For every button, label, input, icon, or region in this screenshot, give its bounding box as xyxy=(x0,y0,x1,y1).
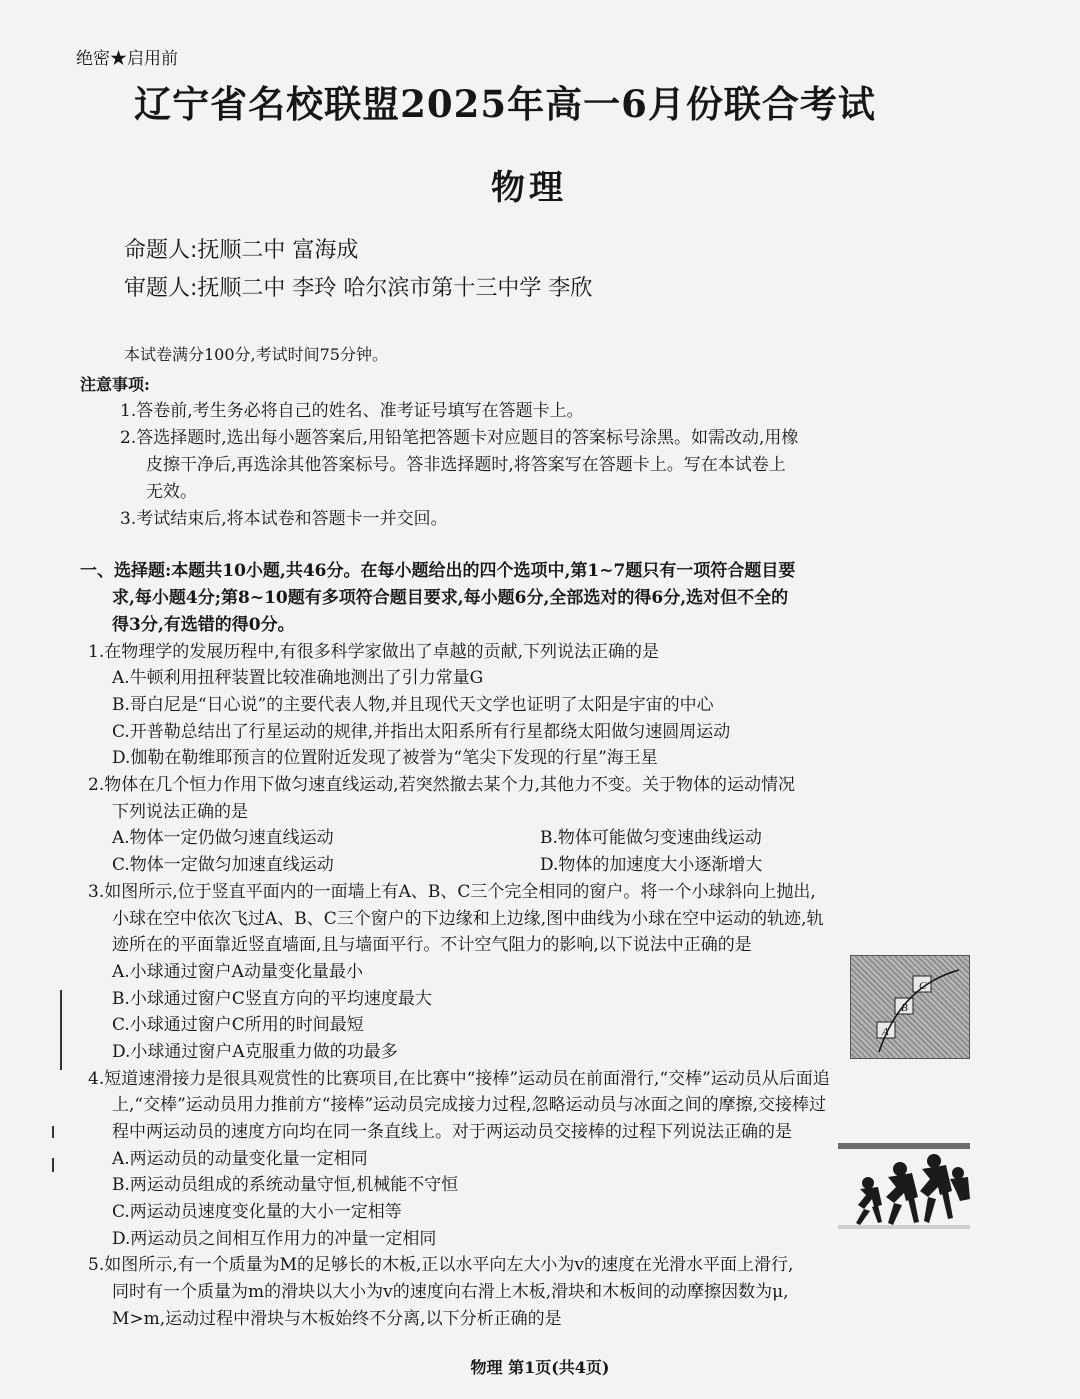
question-1-option-d: D.伽勒在勒维耶预言的位置附近发现了被誉为“笔尖下发现的行星”海王星 xyxy=(112,748,658,768)
margin-mark xyxy=(52,1126,54,1138)
question-4-stem-cont: 上,“交棒”运动员用力推前方“接棒”运动员完成接力过程,忽略运动员与冰面之间的摩擦,交接棒过 xyxy=(112,1095,826,1115)
question-4-option-c: C.两运动员速度变化量的大小一定相等 xyxy=(112,1202,402,1222)
score-time-info: 本试卷满分100分,考试时间75分钟。 xyxy=(124,345,388,364)
question-2-stem-cont: 下列说法正确的是 xyxy=(112,802,248,822)
author-line: 命题人:抚顺二中 富海成 xyxy=(124,238,359,263)
windows-trajectory-figure xyxy=(850,955,970,1059)
notice-item: 1.答卷前,考生务必将自己的姓名、准考证号填写在答题卡上。 xyxy=(120,401,584,421)
question-4-option-b: B.两运动员组成的系统动量守恒,机械能不守恒 xyxy=(112,1175,459,1195)
question-1-option-c: C.开普勒总结出了行星运动的规律,并指出太阳系所有行星都绕太阳做匀速圆周运动 xyxy=(112,722,731,742)
reviewer-line: 审题人:抚顺二中 李玲 哈尔滨市第十三中学 李欣 xyxy=(124,276,593,301)
section-heading: 一、选择题:本题共10小题,共46分。在每小题给出的四个选项中,第1~7题只有一项符合题目要 xyxy=(80,561,796,581)
section-heading-cont: 得3分,有选错的得0分。 xyxy=(112,615,295,635)
question-1-stem: 1.在物理学的发展历程中,有很多科学家做出了卓越的贡献,下列说法正确的是 xyxy=(88,642,660,662)
question-2-option-d: D.物体的加速度大小逐渐增大 xyxy=(540,855,763,875)
question-3-stem-cont: 小球在空中依次飞过A、B、C三个窗户的下边缘和上边缘,图中曲线为小球在空中运动的轨迹,轨 xyxy=(112,909,824,929)
subject-title: 物理 xyxy=(491,168,567,208)
notice-item: 无效。 xyxy=(146,482,197,502)
question-3-option-b: B.小球通过窗户C竖直方向的平均速度最大 xyxy=(112,989,432,1009)
question-4-option-a: A.两运动员的动量变化量一定相同 xyxy=(112,1149,368,1169)
question-3-stem: 3.如图所示,位于竖直平面内的一面墙上有A、B、C三个完全相同的窗户。将一个小球斜向上抛出, xyxy=(88,882,816,902)
question-1-option-a: A.牛顿利用扭秤装置比较准确地测出了引力常量G xyxy=(112,668,484,688)
question-5-stem: 5.如图所示,有一个质量为M的足够长的木板,正以水平向左大小为v的速度在光滑水平面上滑行, xyxy=(88,1255,794,1275)
question-1-option-b: B.哥白尼是“日心说”的主要代表人物,并且现代天文学也证明了太阳是宇宙的中心 xyxy=(112,695,714,715)
page-footer: 物理 第1页(共4页) xyxy=(470,1358,610,1377)
question-2-option-a: A.物体一定仍做匀速直线运动 xyxy=(112,828,334,848)
notice-title: 注意事项: xyxy=(80,375,150,394)
trajectory-diagram xyxy=(851,956,969,1058)
exam-title: 辽宁省名校联盟2025年高一6月份联合考试 xyxy=(134,82,876,126)
window-a-label: A xyxy=(882,1026,889,1038)
notice-item: 皮擦干净后,再选涂其他答案标号。答非选择题时,将答案写在答题卡上。写在本试卷上 xyxy=(146,455,786,475)
question-3-stem-cont: 迹所在的平面靠近竖直墙面,且与墙面平行。不计空气阻力的影响,以下说法中正确的是 xyxy=(112,935,752,955)
notice-item: 3.考试结束后,将本试卷和答题卡一并交回。 xyxy=(120,509,448,529)
question-2-option-c: C.物体一定做匀加速直线运动 xyxy=(112,855,334,875)
window-c-label: C xyxy=(919,980,927,992)
notice-item: 2.答选择题时,选出每小题答案后,用铅笔把答题卡对应题目的答案标号涂黑。如需改动,用橡 xyxy=(120,428,799,448)
skaters-photo xyxy=(838,1143,970,1229)
margin-mark xyxy=(52,1158,54,1172)
section-heading-cont: 求,每小题4分;第8~10题有多项符合题目要求,每小题6分,全部选对的得6分,选对但不全的 xyxy=(112,588,789,608)
margin-mark xyxy=(60,990,62,1070)
window-b-label: B xyxy=(901,1002,908,1014)
question-4-option-d: D.两运动员之间相互作用力的冲量一定相同 xyxy=(112,1229,437,1249)
question-4-stem: 4.短道速滑接力是很具观赏性的比赛项目,在比赛中“接棒”运动员在前面滑行,“交棒”运动员从后面追 xyxy=(88,1069,830,1089)
question-2-option-b: B.物体可能做匀变速曲线运动 xyxy=(540,828,762,848)
question-5-stem-cont: 同时有一个质量为m的滑块以大小为v的速度向右滑上木板,滑块和木板间的动摩擦因数为μ, xyxy=(112,1282,789,1302)
question-5-stem-cont: M>m,运动过程中滑块与木板始终不分离,以下分析正确的是 xyxy=(112,1309,562,1329)
question-2-stem: 2.物体在几个恒力作用下做匀速直线运动,若突然撤去某个力,其他力不变。关于物体的运动情况 xyxy=(88,775,796,795)
question-4-stem-cont: 程中两运动员的速度方向均在同一条直线上。对于两运动员交接棒的过程下列说法正确的是 xyxy=(112,1122,792,1142)
skaters-illustration xyxy=(838,1143,970,1229)
question-3-option-c: C.小球通过窗户C所用的时间最短 xyxy=(112,1015,364,1035)
secret-label: 绝密★启用前 xyxy=(76,49,178,69)
question-3-option-d: D.小球通过窗户A克服重力做的功最多 xyxy=(112,1042,398,1062)
question-3-option-a: A.小球通过窗户A动量变化量最小 xyxy=(112,962,363,982)
